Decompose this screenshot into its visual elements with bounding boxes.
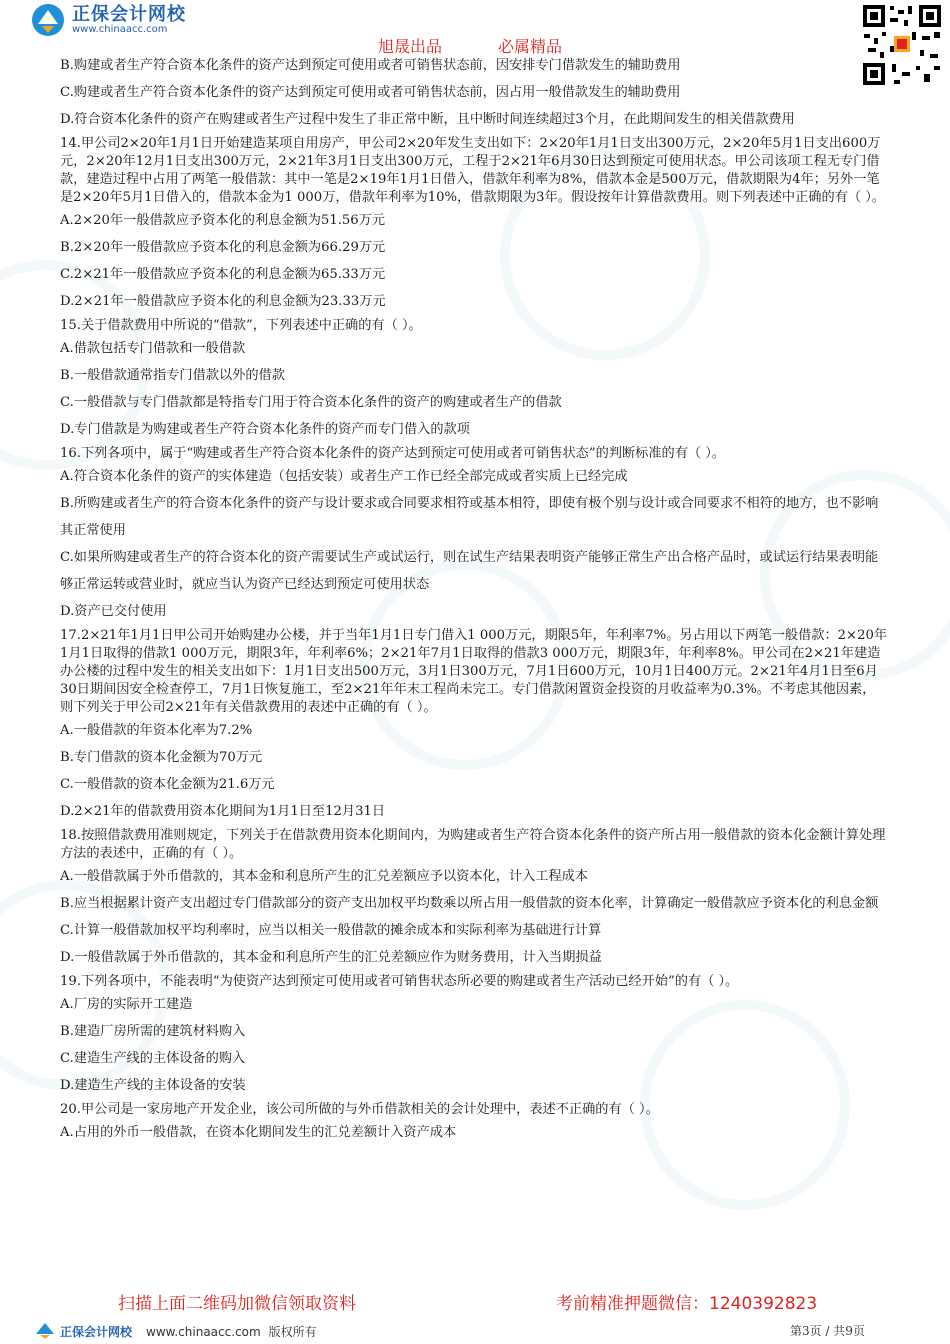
- answer-option: D.2×21年一般借款应予资本化的利息金额为23.33万元: [60, 294, 386, 309]
- answer-option: A.一般借款的年资本化率为7.2%: [60, 723, 253, 738]
- answer-option: A.占用的外币一般借款，在资本化期间发生的汇兑差额计入资产成本: [60, 1125, 457, 1140]
- answer-option: B.应当根据累计资产支出超过专门借款部分的资产支出加权平均数乘以所占用一般借款的资本化率，计算确定一般借款应予资本化的利息金额: [60, 896, 879, 911]
- question-stem: 16.下列各项中，属于“购建或者生产符合资本化条件的资产达到预定可使用或者可销售状态”的判断标准的有（ ）。: [60, 446, 726, 461]
- answer-option: C.建造生产线的主体设备的购入: [60, 1051, 246, 1066]
- answer-option: C.购建或者生产符合资本化条件的资产达到预定可使用或者可销售状态前，因占用一般借款发生的辅助费用: [60, 85, 681, 100]
- answer-option: C.一般借款与专门借款都是特指专门用于符合资本化条件的资产的购建或者生产的借款: [60, 395, 562, 410]
- answer-option: D.2×21年的借款费用资本化期间为1月1日至12月31日: [60, 804, 386, 819]
- page-footer: [0, 1318, 950, 1344]
- page-number: 第3页 / 共9页: [790, 1324, 865, 1338]
- answer-option: B.建造厂房所需的建筑材料购入: [60, 1024, 246, 1039]
- answer-option: D.一般借款属于外币借款的，其本金和利息所产生的汇兑差额应作为财务费用，计入当期损益: [60, 950, 602, 965]
- answer-option: C.一般借款的资本化金额为21.6万元: [60, 777, 275, 792]
- page-content: [60, 52, 888, 1146]
- answer-option: B.专门借款的资本化金额为70万元: [60, 750, 263, 765]
- answer-option: D.建造生产线的主体设备的安装: [60, 1078, 246, 1093]
- answer-option: D.资产已交付使用: [60, 604, 167, 619]
- footer-brand: 正保会计网校: [60, 1325, 133, 1339]
- footer-url[interactable]: www.chinaacc.com: [146, 1324, 261, 1339]
- answer-option: A.厂房的实际开工建造: [60, 997, 193, 1012]
- answer-option: A.符合资本化条件的资产的实体建造（包括安装）或者生产工作已经全部完成或者实质上已经完成: [60, 469, 628, 484]
- footer-promo-left: 扫描上面二维码加微信领取资料: [118, 1294, 356, 1314]
- answer-option: B.所购建或者生产的符合资本化条件的资产与设计要求或合同要求相符或基本相符，即使有极个别与设计或合同要求不相符的地方，也不影响其正常使用: [60, 496, 879, 538]
- slogan-right: 必属精品: [498, 37, 563, 56]
- answer-option: C.计算一般借款加权平均利率时，应当以相关一般借款的摊余成本和实际利率为基础进行计算: [60, 923, 602, 938]
- answer-option: C.2×21年一般借款应予资本化的利息金额为65.33万元: [60, 267, 386, 282]
- question-stem: 17.2×21年1月1日甲公司开始购建办公楼，并于当年1月1日专门借入1 000万元，期限5年，年利率7%。另占用以下两笔一般借款：2×20年1月1日取得的借款1 000万元，期限3年，年利率6%；2×21年7月1日取得的借款3 000万元，期限3年，年利率8%。甲公司在2×21年建造办公楼的过程中发生的相关支出如下：1月1日支出500万元，3月1日300万元，7月1日600万元，10月1日400万元。2×21年4月1日至6月30日期间因安全检查停工，7月1日恢复施工，至2×21年年末工程尚未完工。专门借款闲置资金投资的月收益率为0.3%。不考虑其他因素，则下列关于甲公司2×21年有关借款费用的表述中正确的有（ ）。: [60, 628, 888, 715]
- page-header: [0, 0, 950, 56]
- footer-logo-icon: [34, 1320, 56, 1343]
- footer-rights: 版权所有: [268, 1325, 317, 1339]
- answer-option: B.一般借款通常指专门借款以外的借款: [60, 368, 285, 383]
- question-stem: 20.甲公司是一家房地产开发企业，该公司所做的与外币借款相关的会计处理中，表述不正确的有（ ）。: [60, 1102, 659, 1117]
- brand-logo[interactable]: [30, 2, 186, 38]
- answer-option: A.借款包括专门借款和一般借款: [60, 341, 246, 356]
- footer-promo-right: 考前精准押题微信：1240392823: [556, 1294, 818, 1314]
- answer-option: D.符合资本化条件的资产在购建或者生产过程中发生了非正常中断，且中断时间连续超过3个月，在此期间发生的相关借款费用: [60, 112, 795, 127]
- answer-option: A.2×20年一般借款应予资本化的利息金额为51.56万元: [60, 213, 386, 228]
- brand-name: 正保会计网校: [72, 3, 186, 25]
- question-stem: 19.下列各项中，不能表明“为使资产达到预定可使用或者可销售状态所必要的购建或者生产活动已经开始”的有（ ）。: [60, 974, 739, 989]
- brand-url: www.chinaacc.com: [72, 24, 168, 36]
- question-stem: 14.甲公司2×20年1月1日开始建造某项自用房产，甲公司2×20年发生支出如下：2×20年1月1日支出300万元，2×20年5月1日支出600万元，2×20年12月1日支出300万元，2×21年3月1日支出300万元，工程于2×21年6月30日达到预定可使用状态。甲公司该项工程无专门借款，建造过程中占用了两笔一般借款：其中一笔是2×19年1月1日借入，借款年利率为8%，借款本金是500万元，借款期限为4年；另外一笔是2×20年5月1日借入的，借款本金为1 000万，借款年利率为10%，借款期限为3年。假设按年计算借款费用。则下列表述中正确的有（ ）。: [60, 136, 885, 205]
- slogan-left: 旭晟出品: [378, 37, 443, 56]
- answer-option: C.如果所购建或者生产的符合资本化的资产需要试生产或试运行，则在试生产结果表明资产能够正常生产出合格产品时，或试运行结果表明能够正常运转或营业时，就应当认为资产已经达到预定可使用状态: [60, 550, 879, 592]
- logo-icon: [30, 2, 66, 38]
- answer-option: B.购建或者生产符合资本化条件的资产达到预定可使用或者可销售状态前，因安排专门借款发生的辅助费用: [60, 58, 681, 73]
- answer-option: A.一般借款属于外币借款的，其本金和利息所产生的汇兑差额应予以资本化，计入工程成本: [60, 869, 589, 884]
- question-stem: 18.按照借款费用准则规定，下列关于在借款费用资本化期间内，为购建或者生产符合资本化条件的资产所占用一般借款的资本化金额计算处理方法的表述中，正确的有（ ）。: [60, 828, 886, 861]
- answer-option: D.专门借款是为购建或者生产符合资本化条件的资产而专门借入的款项: [60, 422, 470, 437]
- answer-option: B.2×20年一般借款应予资本化的利息金额为66.29万元: [60, 240, 386, 255]
- question-stem: 15.关于借款费用中所说的“借款”，下列表述中正确的有（ ）。: [60, 318, 422, 333]
